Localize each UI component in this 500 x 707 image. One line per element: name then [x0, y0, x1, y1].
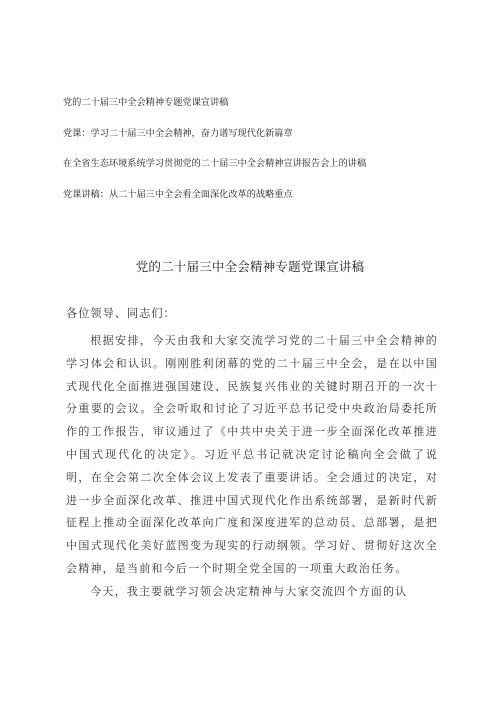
document-body: [66, 330, 438, 604]
toc-item[interactable]: 在全省生态环境系统学习贯彻党的二十届三中全会精神宣讲报告会上的讲稿: [63, 158, 367, 169]
body-paragraph: 今天，我主要就学习领会决定精神与大家交流四个方面的认: [90, 584, 408, 598]
document-title: 党的二十届三中全会精神专题党课宣讲稿: [135, 259, 365, 274]
toc-list: [63, 97, 483, 219]
toc-item[interactable]: 党课：学习二十届三中全会精神，奋力谱写现代化新篇章: [63, 127, 293, 139]
toc-item[interactable]: 党的二十届三中全会精神专题党课宣讲稿: [63, 97, 229, 108]
toc-item[interactable]: 党课讲稿：从二十届三中全会看全面深化改革的战略重点: [63, 188, 293, 200]
greeting: 各位领导、同志们：: [66, 307, 176, 320]
body-paragraph: 根据安排，今天由我和大家交流学习党的二十届三中全会精神的学习体会和认识。刚刚胜利闭幕的党的二十届三中全会，是在以中国式现代化全面推进强国建设、民族复兴伟业的关键时期召开的一次十分重要的会议。全会听取和讨论了习近平总书记受中央政治局委托所作的工作报告，审议通过了《中共中央关于进一步全面深化改革推进中国式现代化的决定》。习近平总书记就决定讨论稿向全会做了说明，在全会第二次全体会议上发表了重要讲话。全会通过的决定，对进一步全面深化改革、推进中国式现代化作出系统部署，是新时代新征程上推动全面深化改革向广度和深度进军的总动员、总部署，是把中国式现代化美好蓝图变为现实的行动纲领。学习好、贯彻好这次全会精神，是当前和今后一个时期全党全国的一项重大政治任务。: [66, 334, 438, 575]
